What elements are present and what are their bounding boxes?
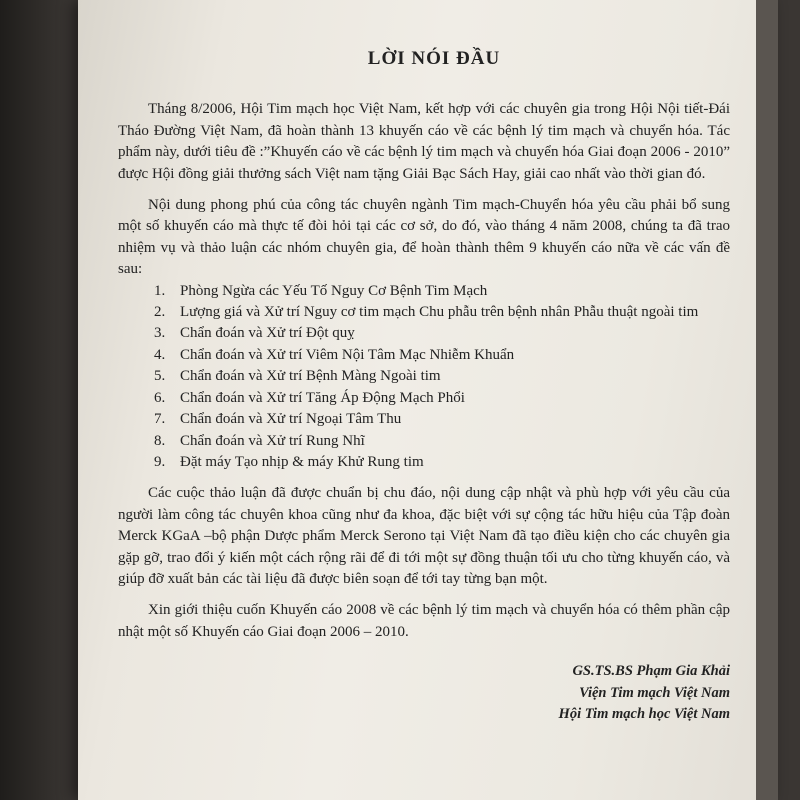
list-item bbox=[118, 452, 730, 473]
list-number: 6. bbox=[154, 389, 166, 406]
book-page bbox=[78, 0, 778, 800]
list-text: Chẩn đoán và Xử trí Viêm Nội Tâm Mạc Nhiễm Khuẩn bbox=[180, 346, 515, 363]
list-item bbox=[118, 302, 730, 323]
list-text: Chẩn đoán và Xử trí Ngoại Tâm Thu bbox=[180, 411, 402, 428]
paragraph-2: Nội dung phong phú của công tác chuyên ngành Tim mạch-Chuyển hóa yêu cầu phải bổ sung một số khuyến cáo mà thực tế đòi hỏi tại các cơ sở, do đó, vào tháng 4 năm 2008, chúng ta đã trao nhiệm vụ và thảo luận các nhóm chuyên gia, để hoàn thành thêm 9 khuyến cáo nữa về các vấn đề sau: bbox=[118, 197, 730, 278]
list-item bbox=[118, 366, 730, 387]
list-number: 4. bbox=[154, 346, 166, 363]
list-text: Lượng giá và Xử trí Nguy cơ tim mạch Chu phẫu trên bệnh nhân Phẫu thuật ngoài tim bbox=[180, 304, 699, 321]
list-item bbox=[118, 323, 730, 344]
list-number: 1. bbox=[154, 282, 166, 299]
list-item bbox=[118, 345, 730, 366]
signature-society: Hội Tim mạch học Việt Nam bbox=[558, 705, 730, 722]
list-text: Phòng Ngừa các Yếu Tố Nguy Cơ Bệnh Tim Mạch bbox=[180, 282, 488, 299]
list-number: 8. bbox=[154, 432, 166, 449]
page-title: LỜI NÓI ĐẦU bbox=[367, 48, 501, 69]
page-edge-shadow bbox=[756, 0, 778, 800]
list-item bbox=[118, 409, 730, 430]
paragraph-3: Các cuộc thảo luận đã được chuẩn bị chu đáo, nội dung cập nhật và phù hợp với yêu cầu của người làm công tác chuyên khoa cũng như đa khoa, đặc biệt với sự cộng tác hữu hiệu của Tập đoàn Merck KGaA –bộ phận Dược phẩm Merck Serono tại Việt Nam đã tạo điều kiện cho các chuyên gia gặp gỡ, trao đổi ý kiến một cách rộng rãi để đi tới một sự đồng thuận tối ưu cho từng khuyến cáo, và giúp đỡ xuất bản các tài liệu đã được biên soạn để tới tay từng bạn một. bbox=[118, 485, 730, 587]
list-number: 2. bbox=[154, 304, 166, 321]
list-item bbox=[118, 431, 730, 452]
list-text: Chẩn đoán và Xử trí Bệnh Màng Ngoài tim bbox=[180, 368, 441, 385]
list-text: Chẩn đoán và Xử trí Đột quỵ bbox=[180, 325, 355, 342]
signature-author: GS.TS.BS Phạm Gia Khải bbox=[572, 663, 730, 680]
paragraph-1: Tháng 8/2006, Hội Tim mạch học Việt Nam, kết hợp với các chuyên gia trong Hội Nội tiết-Đái Tháo Đường Việt Nam, đã hoàn thành 13 khuyến cáo về các bệnh lý tim mạch và chuyển hóa. Tác phẩm này, dưới tiêu đề :”Khuyến cáo về các bệnh lý tim mạch và chuyển hóa Giai đoạn 2006 - 2010” được Hội đồng giải thưởng sách Việt nam tặng Giải Bạc Sách Hay, giải cao nhất vào thời gian đó. bbox=[118, 101, 730, 182]
list-number: 3. bbox=[154, 325, 166, 342]
list-item bbox=[118, 388, 730, 409]
list-text: Chẩn đoán và Xử trí Tăng Áp Động Mạch Phổi bbox=[180, 389, 465, 406]
topic-list bbox=[118, 281, 730, 474]
list-text: Đặt máy Tạo nhịp & máy Khử Rung tim bbox=[180, 453, 424, 470]
page-content bbox=[118, 48, 730, 725]
list-number: 5. bbox=[154, 368, 166, 385]
list-text: Chẩn đoán và Xử trí Rung Nhĩ bbox=[180, 432, 365, 449]
list-number: 7. bbox=[154, 411, 166, 428]
list-number: 9. bbox=[154, 453, 166, 470]
signature-block bbox=[118, 661, 730, 725]
paragraph-4: Xin giới thiệu cuốn Khuyến cáo 2008 về các bệnh lý tim mạch và chuyển hóa có thêm phần cập nhật một số Khuyến cáo Giai đoạn 2006 – 2010. bbox=[118, 602, 730, 640]
signature-institute: Viện Tim mạch Việt Nam bbox=[579, 684, 730, 701]
list-item bbox=[118, 281, 730, 302]
